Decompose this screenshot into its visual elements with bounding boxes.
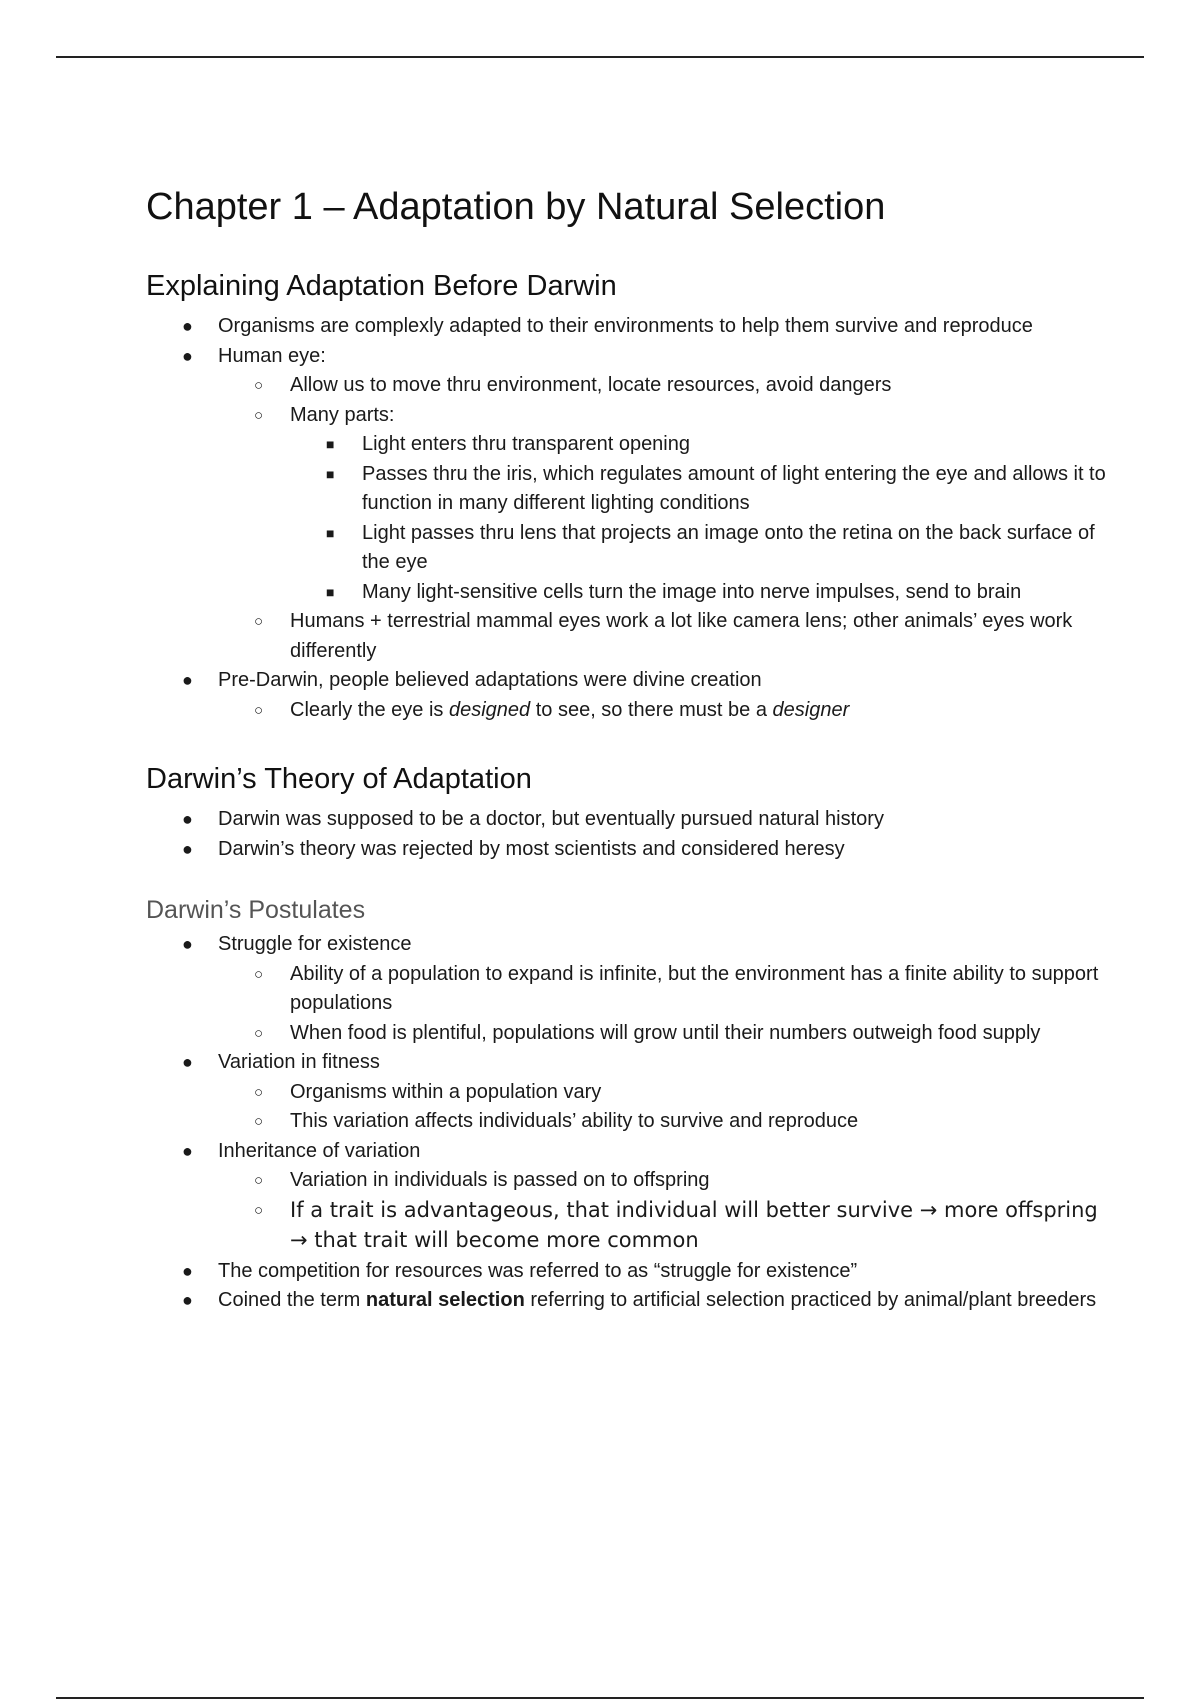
- section-heading-before-darwin: Explaining Adaptation Before Darwin: [146, 270, 617, 302]
- bullet-icon: ●: [182, 1290, 193, 1310]
- square-bullet-icon: ■: [326, 524, 335, 541]
- bullet-icon: ●: [182, 1140, 193, 1161]
- bullet-list: [146, 805, 1106, 864]
- sub-list: [218, 371, 1106, 666]
- bullet-icon: ●: [182, 934, 193, 954]
- chapter-title: Chapter 1 – Adaptation by Natural Selection: [146, 186, 886, 228]
- bullet-icon: ●: [182, 345, 193, 366]
- list-item: ● The competition for resources was referred to as “struggle for existence”: [146, 1257, 1106, 1287]
- circle-bullet-icon: ○: [254, 377, 264, 394]
- bullet-icon: ●: [182, 316, 193, 336]
- bullet-list: [146, 312, 1106, 725]
- circle-bullet-icon: ○: [254, 613, 264, 630]
- bullet-icon: ●: [182, 670, 193, 690]
- document-body: [146, 182, 1106, 1316]
- circle-bullet-icon: ○: [254, 406, 264, 424]
- list-item: ○ Ability of a population to expand is infinite, but the environment has a finite ability to support populations: [146, 960, 1106, 1019]
- list-item: ■ Passes thru the iris, which regulates amount of light entering the eye and allows it to function in many different lighting conditions: [146, 460, 1106, 519]
- square-bullet-icon: ■: [326, 583, 335, 600]
- list-item: ■ Light passes thru lens that projects an image onto the retina on the back surface of the eye: [146, 519, 1106, 578]
- square-bullet-icon: ■: [326, 465, 335, 482]
- sub-list: [218, 696, 1106, 726]
- circle-bullet-icon: ○: [254, 701, 264, 719]
- circle-bullet-icon: ○: [254, 1201, 264, 1219]
- sub-list: [218, 960, 1106, 1049]
- list-item: ● Struggle for existence ○ Ability of a population to expand is infinite, but the environment has a finite ability to support populations ○ When food is plentiful, populations will grow until their numbers outweigh food supply: [146, 930, 1106, 1048]
- list-item: ○ Organisms within a population vary: [146, 1078, 1106, 1108]
- list-item: ● Coined the term natural selection referring to artificial selection practiced by animal/plant breeders: [146, 1286, 1106, 1316]
- sub-sub-list: [290, 430, 1106, 607]
- bottom-rule: [56, 1697, 1144, 1699]
- list-item: ○ Humans + terrestrial mammal eyes work a lot like camera lens; other animals’ eyes work differently: [146, 607, 1106, 666]
- bullet-icon: ●: [182, 1260, 193, 1281]
- section-heading-darwin-theory: Darwin’s Theory of Adaptation: [146, 763, 532, 795]
- list-item: ○ If a trait is advantageous, that individual will better survive → more offspring → that trait will become more common: [254, 1197, 1098, 1252]
- list-item: ● Pre-Darwin, people believed adaptations were divine creation ○ Clearly the eye is designed to see, so there must be a designer: [146, 666, 1106, 725]
- sub-list: [218, 1078, 1106, 1137]
- circle-bullet-icon: ○: [254, 1113, 264, 1130]
- list-item: ■ Many light-sensitive cells turn the image into nerve impulses, send to brain: [146, 578, 1106, 608]
- list-item: ● Inheritance of variation ○ Variation in individuals is passed on to offspring ○ If a trait is advantageous, that individual will better survive → more offspring → that trait will become more common: [146, 1137, 1106, 1257]
- list-item: ○ This variation affects individuals’ ability to survive and reproduce: [146, 1107, 1106, 1137]
- circle-bullet-icon: ○: [254, 1083, 264, 1101]
- bullet-icon: ●: [182, 1052, 193, 1072]
- sub-list: [218, 1166, 1106, 1257]
- list-item: ● Darwin was supposed to be a doctor, but eventually pursued natural history: [146, 805, 1106, 835]
- top-rule: [56, 56, 1144, 58]
- circle-bullet-icon: ○: [254, 1024, 264, 1042]
- list-item: ■ Light enters thru transparent opening: [146, 430, 1106, 460]
- list-item: ○ When food is plentiful, populations will grow until their numbers outweigh food supply: [146, 1019, 1106, 1049]
- list-item: ● Organisms are complexly adapted to their environments to help them survive and reproduce: [146, 312, 1106, 342]
- circle-bullet-icon: ○: [254, 1172, 264, 1189]
- square-bullet-icon: ■: [326, 436, 335, 452]
- list-item: ● Variation in fitness ○ Organisms within a population vary ○ This variation affects individuals’ ability to survive and reproduce: [146, 1048, 1106, 1137]
- list-item: ○ Allow us to move thru environment, locate resources, avoid dangers: [146, 371, 1106, 401]
- bullet-icon: ●: [182, 838, 193, 859]
- bullet-icon: ●: [182, 809, 193, 829]
- list-item: ● Human eye: ○ Allow us to move thru environment, locate resources, avoid dangers ○ Many parts: ■ Light enters thru transparent opening ■ Passes thru the iris, which regulates amount of light entering the eye and allows it to function in many different lighting conditions ■ Light passes thru lens that projects an image onto the retina on the back surface of the eye ■ Many light-sensitive cells turn the image into nerve impulses, send to brain ○ Humans + terrestrial mammal eyes work a lot like camera lens; other animals’ eyes work differently: [146, 342, 1106, 667]
- list-item: ○ Many parts: ■ Light enters thru transparent opening ■ Passes thru the iris, which regulates amount of light entering the eye and allows it to function in many different lighting conditions ■ Light passes thru lens that projects an image onto the retina on the back surface of the eye ■ Many light-sensitive cells turn the image into nerve impulses, send to brain: [146, 401, 1106, 608]
- subsection-heading-postulates: Darwin’s Postulates: [146, 896, 366, 924]
- circle-bullet-icon: ○: [254, 965, 264, 983]
- bullet-list: [146, 930, 1106, 1316]
- list-item: ○ Variation in individuals is passed on to offspring: [146, 1166, 1106, 1196]
- list-item: ● Darwin’s theory was rejected by most scientists and considered heresy: [146, 835, 1106, 865]
- list-item: ○ Clearly the eye is designed to see, so there must be a designer: [146, 696, 1106, 726]
